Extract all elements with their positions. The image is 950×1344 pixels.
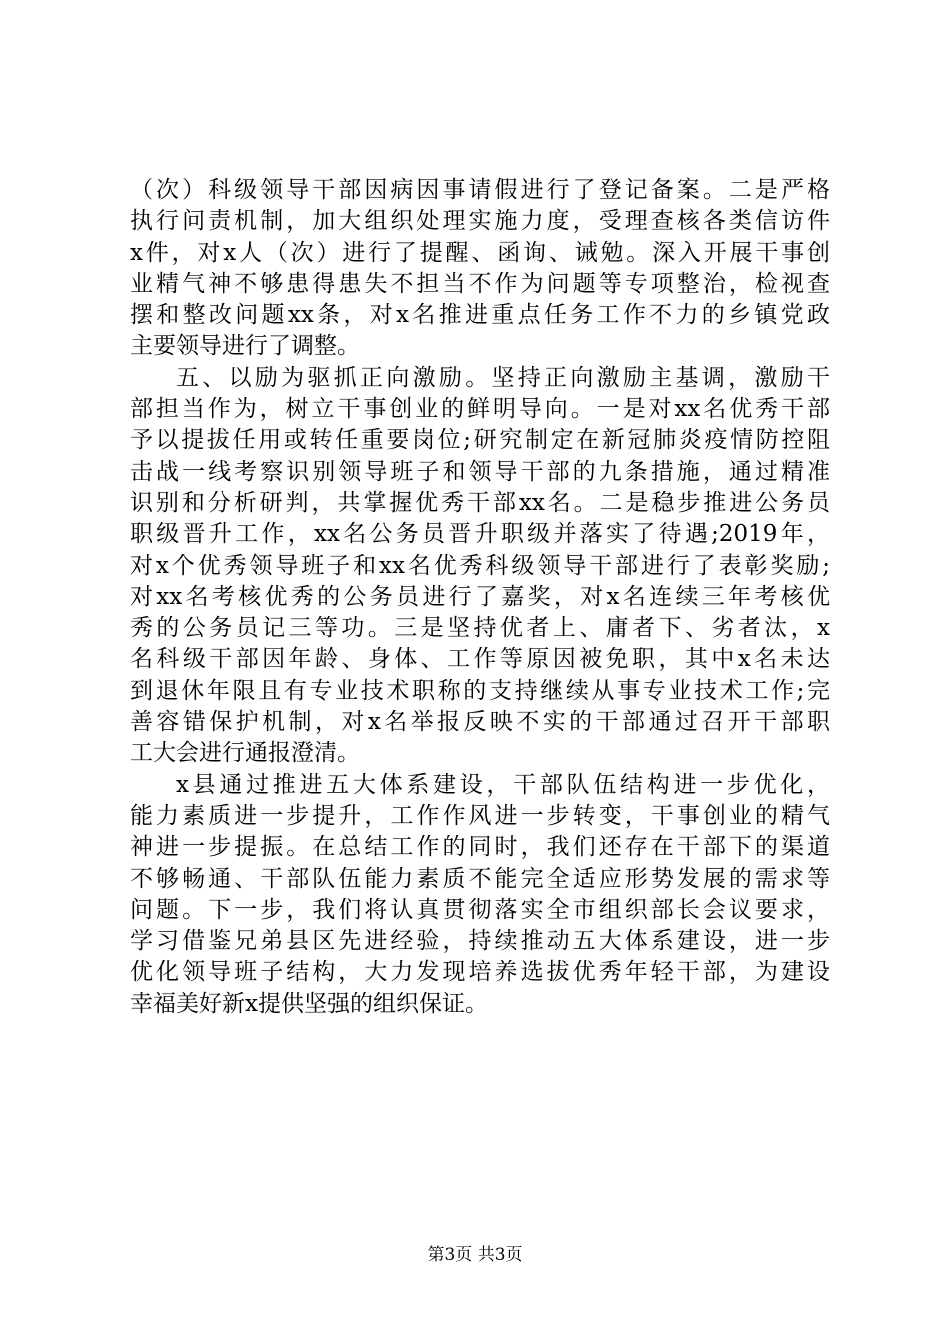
- text-line: 主要领导进行了调整。: [130, 333, 360, 360]
- text-line: 识别和分析研判，共掌握优秀干部xx名。二是稳步推进公务员: [130, 489, 830, 516]
- text-line: 业精气神不够患得患失不担当不作为问题等专项整治，检视查: [130, 270, 830, 297]
- page-footer: 第3页 共3页: [427, 1245, 523, 1265]
- text-line: 善容错保护机制，对x名举报反映不实的干部通过召开干部职: [130, 709, 830, 736]
- text-line: 幸福美好新x提供坚强的组织保证。: [130, 990, 488, 1017]
- text-line: x县通过推进五大体系建设，干部队伍结构进一步优化，: [176, 771, 830, 798]
- text-line: 部担当作为，树立干事创业的鲜明导向。一是对xx名优秀干部: [130, 396, 830, 423]
- text-line: 执行问责机制，加大组织处理实施力度，受理查核各类信访件: [130, 208, 830, 235]
- paragraph: [130, 175, 830, 363]
- text-line: 对xx名考核优秀的公务员进行了嘉奖，对x名连续三年考核优: [130, 583, 830, 610]
- text-line: 到退休年限且有专业技术职称的支持继续从事专业技术工作;完: [130, 677, 830, 704]
- text-line: 神进一步提振。在总结工作的同时，我们还存在干部下的渠道: [130, 834, 830, 861]
- text-line: 工大会进行通报澄清。: [130, 740, 360, 767]
- text-line: 击战一线考察识别领导班子和领导干部的九条措施，通过精准: [130, 458, 830, 485]
- text-line: 予以提拔任用或转任重要岗位;研究制定在新冠肺炎疫情防控阻: [130, 427, 830, 454]
- text-line: 优化领导班子结构，大力发现培养选拔优秀年轻干部，为建设: [130, 959, 830, 986]
- text-line: 职级晋升工作，xx名公务员晋升职级并落实了待遇;2019年，: [130, 521, 830, 548]
- text-line: 对x个优秀领导班子和xx名优秀科级领导干部进行了表彰奖励;: [130, 552, 830, 579]
- paragraph: [130, 770, 830, 1020]
- text-line: 能力素质进一步提升，工作作风进一步转变，干事创业的精气: [130, 802, 830, 829]
- document-body: [130, 175, 830, 1020]
- text-line: 摆和整改问题xx条，对x名推进重点任务工作不力的乡镇党政: [130, 302, 830, 329]
- text-line: x件，对x人（次）进行了提醒、函询、诫勉。深入开展干事创: [130, 239, 830, 266]
- text-line: 学习借鉴兄弟县区先进经验，持续推动五大体系建设，进一步: [130, 928, 830, 955]
- text-line: 五、以励为驱抓正向激励。坚持正向激励主基调，激励干: [176, 364, 830, 391]
- text-line: 问题。下一步，我们将认真贯彻落实全市组织部长会议要求，: [130, 896, 830, 923]
- text-line: 名科级干部因年龄、身体、工作等原因被免职，其中x名未达: [130, 646, 830, 673]
- text-line: （次）科级领导干部因病因事请假进行了登记备案。二是严格: [130, 177, 830, 203]
- text-line: 秀的公务员记三等功。三是坚持优者上、庸者下、劣者汰，x: [130, 615, 830, 642]
- paragraph: [130, 363, 830, 770]
- text-line: 不够畅通、干部队伍能力素质不能完全适应形势发展的需求等: [130, 865, 830, 892]
